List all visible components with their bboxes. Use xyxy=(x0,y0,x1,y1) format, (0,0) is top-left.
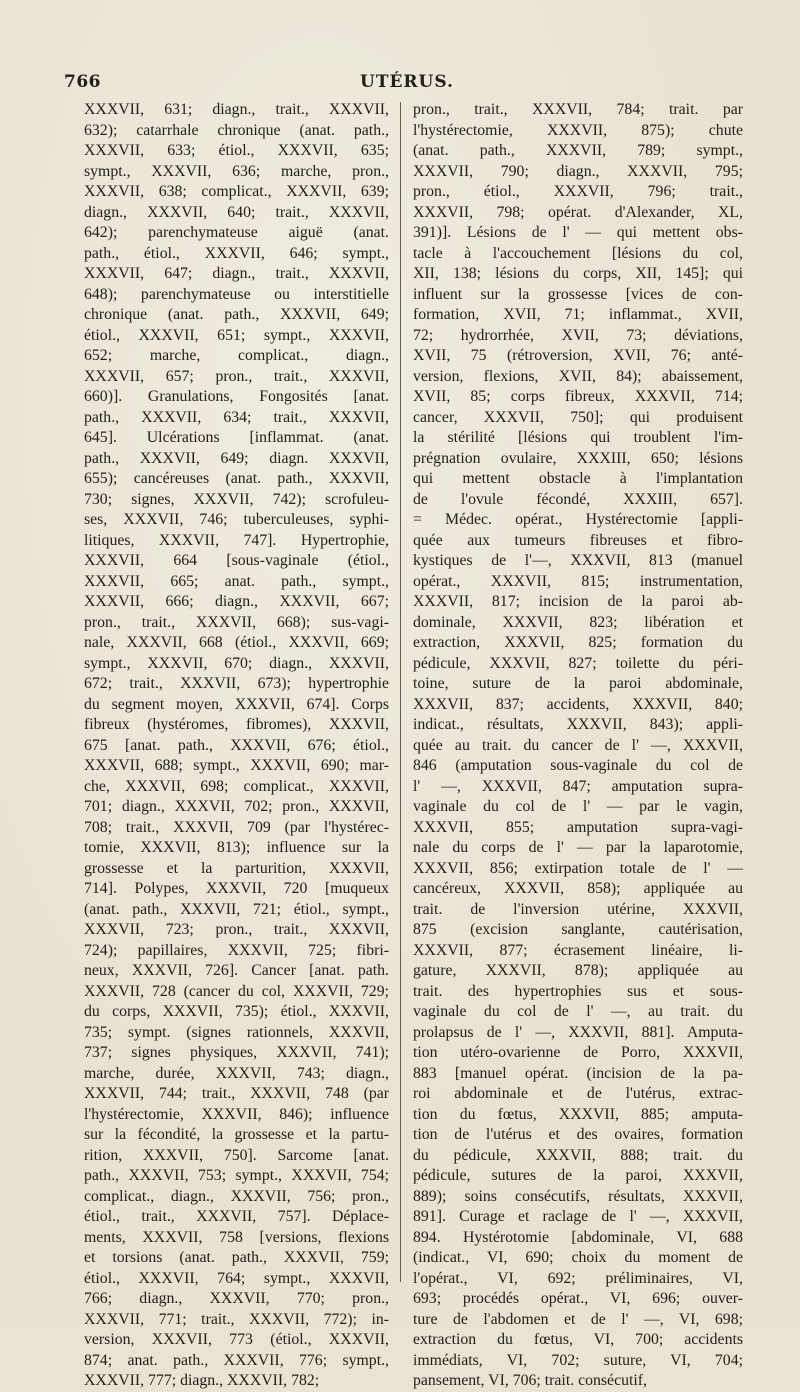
text-line: 701; diagn., XXXVII, 702; pron., XXXVII, xyxy=(84,798,389,815)
text-line: path., XXXVII, 649; diagn. XXXVII, xyxy=(84,449,389,467)
text-line: XXXVII, 688; sympt., XXXVII, 690; mar- xyxy=(84,757,389,774)
text-line: XVII, 85; corps fibreux, XXXVII, 714; xyxy=(413,388,743,405)
text-line: XVII, 75 (rétroversion, XVII, 76; anté- xyxy=(413,347,743,364)
right-column xyxy=(413,100,743,1392)
text-line: sympt., XXXVII, 670; diagn., XXXVII, xyxy=(84,654,389,672)
text-line: XXXVII, 723; pron., trait., XXXVII, xyxy=(84,921,389,938)
text-line: 660)]. Granulations, Fongosités [anat. xyxy=(84,388,389,405)
text-line: grossesse et la parturition, XXXVII, xyxy=(84,859,389,877)
text-line: version, flexions, XVII, 84); abaissement, xyxy=(413,367,743,385)
text-line: ses, XXXVII, 746; tuberculeuses, syphi- xyxy=(84,511,389,528)
text-line: la stérilité [lésions qui troublent l'im- xyxy=(413,429,743,446)
text-line: de l'ovule fécondé, XXXIII, 657]. xyxy=(413,490,743,508)
text-line: complicat., diagn., XXXVII, 756; pron., xyxy=(84,1187,389,1205)
text-line: XXXVII, 666; diagn., XXXVII, 667; xyxy=(84,593,389,610)
text-line: XXXVII, 744; trait., XXXVII, 748 (par xyxy=(84,1085,389,1102)
text-line: litiques, XXXVII, 747]. Hypertrophie, xyxy=(84,531,389,549)
text-line: 730; signes, XXXVII, 742); scrofuleu- xyxy=(84,490,389,508)
text-line: neux, XXXVII, 726]. Cancer [anat. path. xyxy=(84,962,389,979)
text-line: XXXVII, 855; amputation supra-vagi- xyxy=(413,818,743,836)
text-line: l'opérat., VI, 692; préliminaires, VI, xyxy=(413,1269,743,1287)
text-line: XXXVII, 631; diagn., trait., XXXVII, xyxy=(84,101,389,118)
text-line: nale du corps de l' — par la laparotomie, xyxy=(413,839,743,856)
text-line: du corps, XXXVII, 735); étiol., XXXVII, xyxy=(84,1003,389,1020)
text-line: 652; marche, complicat., diagn., xyxy=(84,347,389,364)
text-line: indicat., résultats, XXXVII, 843); appli- xyxy=(413,716,743,733)
text-line: 672; trait., XXXVII, 673); hypertrophie xyxy=(84,675,389,692)
text-line: formation, XVII, 71; inflammat., XVII, xyxy=(413,306,743,323)
page-header xyxy=(60,72,770,96)
page-number: 766 xyxy=(64,72,101,92)
text-line: 645]. Ulcérations [inflammat. (anat. xyxy=(84,429,389,446)
text-line: tion utéro-ovarienne de Porro, XXXVII, xyxy=(413,1044,743,1061)
text-line: l' —, XXXVII, 847; amputation supra- xyxy=(413,777,743,795)
text-line: 766; diagn., XXXVII, 770; pron., xyxy=(84,1290,389,1307)
text-line: 724); papillaires, XXXVII, 725; fibri- xyxy=(84,941,389,959)
text-line: path., XXXVII, 753; sympt., XXXVII, 754; xyxy=(84,1167,389,1184)
text-line: 891]. Curage et raclage de l' —, XXXVII, xyxy=(413,1208,743,1225)
text-line: XXXVII, 647; diagn., trait., XXXVII, xyxy=(84,265,389,282)
text-line: 675 [anat. path., XXXVII, 676; étiol., xyxy=(84,736,389,754)
text-line: marche, durée, XXXVII, 743; diagn., xyxy=(84,1064,389,1082)
text-line: XXXVII, 837; accidents, XXXVII, 840; xyxy=(413,695,743,713)
text-line: XXXVII, 771; trait., XXXVII, 772); in- xyxy=(84,1310,389,1328)
text-line: immédiats, VI, 702; suture, VI, 704; xyxy=(413,1351,743,1369)
text-line: kystiques de l'—, XXXVII, 813 (manuel xyxy=(413,552,743,569)
text-line: XXXVII, 638; complicat., XXXVII, 639; xyxy=(84,183,389,200)
text-line: 642); parenchymateuse aiguë (anat. xyxy=(84,224,389,241)
text-line: extraction du fœtus, VI, 700; accidents xyxy=(413,1331,743,1348)
text-line: XXXVII, 856; extirpation totale de l' — xyxy=(413,859,743,877)
text-line: 693; procédés opérat., VI, 696; ouver- xyxy=(413,1290,743,1307)
text-line: et torsions (anat. path., XXXVII, 759; xyxy=(84,1249,389,1266)
text-line: cancer, XXXVII, 750]; qui produisent xyxy=(413,408,743,426)
text-line: vaginale du col de l' —, au trait. du xyxy=(413,1003,743,1020)
text-line: 846 (amputation sous-vaginale du col de xyxy=(413,757,743,774)
text-line: 735; sympt. (signes rationnels, XXXVII, xyxy=(84,1023,389,1041)
text-line: du segment moyen, XXXVII, 674]. Corps xyxy=(84,695,389,713)
text-line: prolapsus de l' —, XXXVII, 881]. Amputa- xyxy=(413,1023,743,1041)
text-line: rition, XXXVII, 750]. Sarcome [anat. xyxy=(84,1146,389,1164)
text-line: 632); catarrhale chronique (anat. path., xyxy=(84,121,389,139)
text-line: (anat. path., XXXVII, 789; sympt., xyxy=(413,142,743,159)
text-line: vaginale du col de l' — par le vagin, xyxy=(413,798,743,815)
text-line: du pédicule, XXXVII, 888; trait. du xyxy=(413,1146,743,1164)
text-line: 874; anat. path., XXXVII, 776; sympt., xyxy=(84,1351,389,1369)
text-line: path., XXXVII, 634; trait., XXXVII, xyxy=(84,408,389,426)
text-line: dominale, XXXVII, 823; libération et xyxy=(413,613,743,631)
text-line: toine, suture de la paroi abdominale, xyxy=(413,675,743,692)
text-line: XXXVII, 657; pron., trait., XXXVII, xyxy=(84,367,389,385)
text-line: XXXVII, 877; écrasement linéaire, li- xyxy=(413,941,743,959)
text-line: 655); cancéreuses (anat. path., XXXVII, xyxy=(84,470,389,487)
text-line: diagn., XXXVII, 640; trait., XXXVII, xyxy=(84,203,389,221)
text-line: nale, XXXVII, 668 (étiol., XXXVII, 669; xyxy=(84,634,389,651)
text-line: XXXVII, 728 (cancer du col, XXXVII, 729; xyxy=(84,982,389,1000)
text-line: pron., trait., XXXVII, 784; trait. par xyxy=(413,101,743,118)
text-line: 737; signes physiques, XXXVII, 741); xyxy=(84,1044,389,1061)
text-line: XXXVII, 798; opérat. d'Alexander, XL, xyxy=(413,203,743,221)
text-line: tacle à l'accouchement [lésions du col, xyxy=(413,244,743,262)
text-line: fibreux (hystéromes, fibromes), XXXVII, xyxy=(84,716,389,733)
text-line: étiol., trait., XXXVII, 757]. Déplace- xyxy=(84,1208,389,1225)
text-line: opérat., XXXVII, 815; instrumentation, xyxy=(413,572,743,590)
text-line: che, XXXVII, 698; complicat., XXXVII, xyxy=(84,777,389,795)
text-line: qui mettent obstacle à l'implantation xyxy=(413,470,743,487)
text-line: étiol., XXXVII, 764; sympt., XXXVII, xyxy=(84,1269,389,1287)
text-line: XII, 138; lésions du corps, XII, 145]; qui xyxy=(413,265,743,282)
text-line: l'hystérectomie, XXXVII, 875); chute xyxy=(413,121,743,139)
running-title: UTÉRUS. xyxy=(360,72,454,92)
text-line: XXXVII, 665; anat. path., sympt., xyxy=(84,572,389,590)
text-line: (indicat., VI, 690; choix du moment de xyxy=(413,1249,743,1266)
text-line: chronique (anat. path., XXXVII, 649; xyxy=(84,306,389,323)
text-line: 72; hydrorrhée, XVII, 73; déviations, xyxy=(413,326,743,344)
text-line: ments, XXXVII, 758 [versions, flexions xyxy=(84,1228,389,1246)
text-line: influent sur la grossesse [vices de con- xyxy=(413,285,743,303)
text-line: l'hystérectomie, XXXVII, 846); influence xyxy=(84,1105,389,1123)
text-line: cancéreux, XXXVII, 858); appliquée au xyxy=(413,880,743,897)
text-line: pédicule, sutures de la paroi, XXXVII, xyxy=(413,1167,743,1184)
text-line: sympt., XXXVII, 636; marche, pron., xyxy=(84,162,389,180)
text-line: pédicule, XXXVII, 827; toilette du péri- xyxy=(413,654,743,672)
text-line: 648); parenchymateuse ou interstitielle xyxy=(84,285,389,303)
text-line: XXXVII, 817; incision de la paroi ab- xyxy=(413,593,743,610)
text-line: ture de l'abdomen et de l' —, VI, 698; xyxy=(413,1310,743,1328)
text-line: XXXVII, 664 [sous-vaginale (étiol., xyxy=(84,552,389,569)
text-line: 883 [manuel opérat. (incision de la pa- xyxy=(413,1064,743,1082)
text-line: quée aux tumeurs fibreuses et fibro- xyxy=(413,531,743,549)
text-line: = Médec. opérat., Hystérectomie [appli- xyxy=(413,511,743,528)
text-line: extraction, XXXVII, 825; formation du xyxy=(413,634,743,651)
text-line: prégnation ovulaire, XXXIII, 650; lésions xyxy=(413,449,743,467)
text-line: trait. des hypertrophies sus et sous- xyxy=(413,982,743,1000)
text-line: tomie, XXXVII, 813); influence sur la xyxy=(84,839,389,856)
text-line: 708; trait., XXXVII, 709 (par l'hystérec- xyxy=(84,818,389,836)
text-line: XXXVII, 777; diagn., XXXVII, 782; xyxy=(84,1372,320,1389)
text-line: pron., trait., XXXVII, 668); sus-vagi- xyxy=(84,613,389,631)
text-line: 391)]. Lésions de l' — qui mettent obs- xyxy=(413,224,743,241)
column-divider xyxy=(400,102,401,1282)
text-line: 894. Hystérotomie [abdominale, VI, 688 xyxy=(413,1228,743,1246)
text-line: version, XXXVII, 773 (étiol., XXXVII, xyxy=(84,1331,389,1348)
text-line: 875 (excision sanglante, cautérisation, xyxy=(413,921,743,938)
left-column xyxy=(84,100,389,1392)
text-line: roi abdominale et de l'utérus, extrac- xyxy=(413,1085,743,1102)
text-line: tion du fœtus, XXXVII, 885; amputa- xyxy=(413,1105,743,1123)
text-line: path., étiol., XXXVII, 646; sympt., xyxy=(84,244,389,262)
text-line: pron., étiol., XXXVII, 796; trait., xyxy=(413,183,743,200)
text-line: 714]. Polypes, XXXVII, 720 [muqueux xyxy=(84,880,389,897)
text-line: (anat. path., XXXVII, 721; étiol., sympt., xyxy=(84,900,389,918)
text-line: trait. de l'inversion utérine, XXXVII, xyxy=(413,900,743,918)
text-line: XXXVII, 790; diagn., XXXVII, 795; xyxy=(413,162,743,180)
text-line: étiol., XXXVII, 651; sympt., XXXVII, xyxy=(84,326,389,344)
text-line: pansement, VI, 706; trait. consécutif, xyxy=(413,1372,647,1389)
text-line: tion de l'utérus et des ovaires, formation xyxy=(413,1126,743,1143)
text-line: 889); soins consécutifs, résultats, XXXVII, xyxy=(413,1187,743,1205)
text-line: sur la fécondité, la grossesse et la partu- xyxy=(84,1126,389,1143)
text-line: quée au trait. du cancer de l' —, XXXVII, xyxy=(413,736,743,754)
text-line: gature, XXXVII, 878); appliquée au xyxy=(413,962,743,979)
text-line: XXXVII, 633; étiol., XXXVII, 635; xyxy=(84,142,389,159)
